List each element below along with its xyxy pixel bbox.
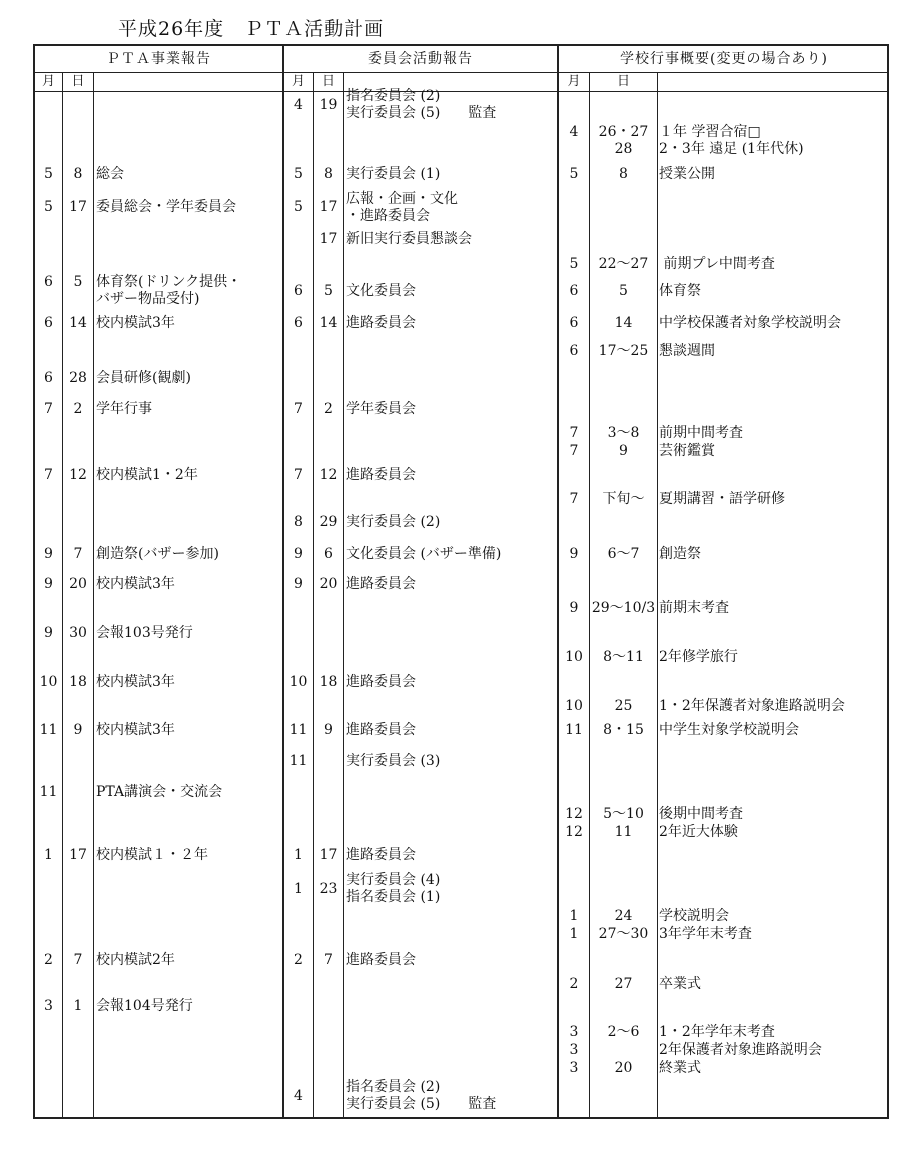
school-event-text: 2年近大体験 (659, 824, 738, 840)
committee-month-cell: 9 (294, 546, 303, 562)
column-divider (93, 72, 94, 1119)
school-day-cell: 9 (619, 443, 628, 459)
committee-day-cell: 6 (324, 546, 333, 562)
committee-event-text: 文化委員会 (346, 283, 416, 299)
committee-event-text: 実行委員会 (3) (346, 753, 441, 769)
pta-month-cell: 9 (44, 625, 53, 641)
school-month-cell: 11 (565, 722, 583, 738)
committee-day-cell: 23 (319, 881, 338, 897)
committee-day-cell: 29 (319, 514, 338, 530)
subheader-month: 月 (41, 74, 55, 89)
pta-day-cell: 20 (69, 576, 87, 592)
subheader-day: 日 (616, 74, 630, 89)
header-committee: 委員会活動報告 (368, 51, 473, 67)
header-pta: ＰＴＡ事業報告 (106, 51, 211, 67)
school-event-text: 夏期講習・語学研修 (659, 491, 785, 507)
committee-event-text: 文化委員会 (バザー準備) (346, 546, 502, 562)
pta-event-text: 会報104号発行 (96, 998, 193, 1014)
committee-event-text: 進路委員会 (346, 576, 416, 592)
pta-month-cell: 7 (44, 401, 53, 417)
school-day-cell: 27 (614, 976, 633, 992)
school-event-text: 3年学年末考査 (659, 926, 752, 942)
committee-day-cell: 17 (319, 231, 338, 247)
committee-event-text: 進路委員会 (346, 315, 416, 331)
school-day-cell: 26・27 (598, 124, 649, 140)
committee-event-text: ・進路委員会 (346, 208, 430, 224)
school-month-cell: 6 (569, 315, 579, 331)
school-day-cell: 28 (614, 141, 633, 157)
subheader-day: 日 (71, 74, 85, 89)
committee-month-cell: 1 (294, 881, 303, 897)
pta-day-cell: 14 (69, 315, 87, 331)
pta-month-cell: 3 (44, 998, 53, 1014)
committee-day-cell: 20 (319, 576, 338, 592)
committee-month-cell: 4 (294, 97, 303, 113)
pta-event-text: 委員総会・学年委員会 (96, 199, 236, 215)
pta-event-text: 総会 (96, 166, 124, 182)
school-month-cell: 5 (569, 256, 579, 272)
pta-day-cell: 5 (73, 274, 83, 290)
committee-day-cell: 8 (324, 166, 333, 182)
school-month-cell: 6 (569, 343, 579, 359)
school-day-cell: 25 (614, 698, 633, 714)
school-month-cell: 9 (569, 546, 579, 562)
school-day-cell: 22～27 (598, 256, 649, 272)
school-month-cell: 7 (569, 491, 579, 507)
pta-event-text: 会員研修(観劇) (96, 370, 191, 386)
school-month-cell: 1 (569, 926, 579, 942)
committee-event-text: 広報・企画・文化 (346, 191, 458, 207)
pta-month-cell: 6 (44, 274, 53, 290)
committee-event-text: 進路委員会 (346, 674, 416, 690)
pta-event-text: 校内模試3年 (96, 576, 175, 592)
page-title: 平成26年度 ＰＴＡ活動計画 (118, 18, 385, 40)
committee-event-text: 実行委員会 (2) (346, 514, 441, 530)
committee-event-text: 実行委員会 (4) (346, 872, 441, 888)
committee-month-cell: 11 (289, 753, 308, 769)
committee-month-cell: 7 (294, 467, 303, 483)
subheader-month: 月 (291, 74, 305, 89)
school-event-text: 前期末考査 (659, 600, 729, 616)
school-month-cell: 10 (565, 649, 583, 665)
pta-event-text: PTA講演会・交流会 (96, 784, 223, 800)
school-month-cell: 12 (565, 824, 583, 840)
pta-month-cell: 1 (44, 847, 53, 863)
pta-event-text: 校内模試2年 (96, 952, 175, 968)
pta-event-text: 校内模試3年 (96, 722, 175, 738)
committee-event-text: 進路委員会 (346, 847, 416, 863)
subheader-day: 日 (321, 74, 335, 89)
column-divider (343, 72, 344, 1119)
school-day-cell: 20 (614, 1060, 633, 1076)
pta-event-text: 校内模試1・2年 (96, 467, 198, 483)
school-day-cell: 8～11 (603, 649, 644, 665)
school-day-cell: 11 (614, 824, 633, 840)
committee-event-text: 実行委員会 (5) 監査 (346, 105, 497, 121)
school-day-cell: 8・15 (603, 722, 644, 738)
pta-month-cell: 9 (44, 576, 53, 592)
school-event-text: 体育祭 (659, 283, 701, 299)
committee-month-cell: 10 (289, 674, 308, 690)
school-event-text: 中学校保護者対象学校説明会 (659, 315, 841, 331)
school-month-cell: 10 (565, 698, 583, 714)
school-day-cell: 8 (619, 166, 628, 182)
school-month-cell: 2 (569, 976, 579, 992)
school-event-text: 芸術鑑賞 (659, 443, 715, 459)
column-divider (657, 72, 658, 1119)
pta-event-text: 学年行事 (96, 401, 152, 417)
pta-month-cell: 11 (39, 722, 58, 738)
school-month-cell: 3 (569, 1024, 579, 1040)
school-event-text: 前期中間考査 (659, 425, 743, 441)
committee-month-cell: 8 (294, 514, 303, 530)
pta-day-cell: 7 (73, 952, 83, 968)
committee-month-cell: 1 (294, 847, 303, 863)
committee-event-text: 新旧実行委員懇談会 (346, 231, 472, 247)
committee-month-cell: 5 (294, 166, 303, 182)
committee-month-cell: 6 (294, 283, 303, 299)
school-month-cell: 1 (569, 908, 579, 924)
committee-month-cell: 11 (289, 722, 308, 738)
pta-event-text: 校内模試3年 (96, 674, 175, 690)
pta-day-cell: 17 (69, 199, 87, 215)
pta-day-cell: 18 (69, 674, 87, 690)
committee-month-cell: 9 (294, 576, 303, 592)
pta-day-cell: 1 (73, 998, 83, 1014)
committee-day-cell: 17 (319, 199, 338, 215)
pta-month-cell: 5 (44, 166, 53, 182)
pta-event-text: バザー物品受付) (96, 291, 200, 307)
pta-event-text: 体育祭(ドリンク提供・ (96, 274, 242, 290)
school-event-text: 後期中間考査 (659, 806, 743, 822)
committee-event-text: 指名委員会 (2) (346, 1079, 441, 1095)
subheader-month: 月 (567, 74, 581, 89)
pta-day-cell: 2 (73, 401, 83, 417)
committee-day-cell: 18 (319, 674, 338, 690)
header-divider (33, 72, 889, 73)
pta-event-text: 会報103号発行 (96, 625, 193, 641)
school-day-cell: 5 (619, 283, 628, 299)
school-day-cell: 24 (614, 908, 633, 924)
pta-month-cell: 9 (44, 546, 53, 562)
pta-event-text: 校内模試１・２年 (96, 847, 208, 863)
committee-month-cell: 7 (294, 401, 303, 417)
pta-month-cell: 2 (44, 952, 53, 968)
committee-day-cell: 19 (319, 97, 338, 113)
pta-month-cell: 6 (44, 315, 53, 331)
pta-month-cell: 10 (39, 674, 58, 690)
committee-event-text: 指名委員会 (1) (346, 889, 441, 905)
school-event-text: 授業公開 (659, 166, 715, 182)
column-divider (589, 72, 590, 1119)
committee-event-text: 進路委員会 (346, 722, 416, 738)
committee-event-text: 実行委員会 (5) 監査 (346, 1096, 497, 1112)
committee-event-text: 学年委員会 (346, 401, 416, 417)
school-month-cell: 7 (569, 443, 579, 459)
school-event-text: 前期プレ中間考査 (659, 256, 775, 272)
school-month-cell: 12 (565, 806, 583, 822)
pta-day-cell: 30 (69, 625, 87, 641)
pta-day-cell: 12 (69, 467, 87, 483)
section-divider (557, 44, 559, 1119)
committee-event-text: 進路委員会 (346, 467, 416, 483)
pta-day-cell: 9 (73, 722, 83, 738)
committee-day-cell: 14 (319, 315, 338, 331)
school-event-text: 2年保護者対象進路説明会 (659, 1042, 822, 1058)
pta-month-cell: 11 (39, 784, 58, 800)
committee-month-cell: 2 (294, 952, 303, 968)
school-event-text: 2・3年 遠足 (1年代休) (659, 141, 804, 157)
school-month-cell: 4 (569, 124, 579, 140)
school-event-text: 1・2年保護者対象進路説明会 (659, 698, 845, 714)
school-event-text: 創造祭 (659, 546, 701, 562)
school-event-text: 2年修学旅行 (659, 649, 738, 665)
school-day-cell: 5～10 (603, 806, 644, 822)
school-day-cell: 29～10/3 (591, 600, 656, 616)
committee-day-cell: 2 (324, 401, 333, 417)
school-day-cell: 下旬～ (602, 491, 645, 507)
pta-month-cell: 5 (44, 199, 53, 215)
school-day-cell: 6～7 (607, 546, 640, 562)
school-day-cell: 3～8 (607, 425, 640, 441)
pta-day-cell: 28 (69, 370, 87, 386)
pta-event-text: 創造祭(バザー参加) (96, 546, 219, 562)
committee-day-cell: 7 (324, 952, 333, 968)
school-event-text: 終業式 (659, 1060, 701, 1076)
pta-month-cell: 7 (44, 467, 53, 483)
school-month-cell: 7 (569, 425, 579, 441)
school-day-cell: 2～6 (607, 1024, 640, 1040)
school-month-cell: 9 (569, 600, 579, 616)
pta-day-cell: 17 (69, 847, 87, 863)
school-day-cell: 27～30 (598, 926, 649, 942)
school-event-text: 懇談週間 (659, 343, 715, 359)
pta-day-cell: 7 (73, 546, 83, 562)
committee-month-cell: 5 (294, 199, 303, 215)
header-school: 学校行事概要(変更の場合あり) (620, 51, 828, 67)
school-day-cell: 14 (614, 315, 633, 331)
committee-event-text: 進路委員会 (346, 952, 416, 968)
committee-day-cell: 12 (319, 467, 338, 483)
committee-day-cell: 9 (324, 722, 333, 738)
committee-event-text: 実行委員会 (1) (346, 166, 441, 182)
school-event-text: 学校説明会 (659, 908, 729, 924)
pta-day-cell: 8 (73, 166, 83, 182)
school-month-cell: 3 (569, 1042, 579, 1058)
school-day-cell: 17～25 (598, 343, 649, 359)
committee-month-cell: 6 (294, 315, 303, 331)
school-event-text: 1・2年学年末考査 (659, 1024, 775, 1040)
pta-event-text: 校内模試3年 (96, 315, 175, 331)
committee-month-cell: 4 (294, 1088, 303, 1104)
school-month-cell: 6 (569, 283, 579, 299)
school-event-text: １年 学習合宿□ (659, 124, 761, 140)
pta-month-cell: 6 (44, 370, 53, 386)
committee-event-text: 指名委員会 (2) (346, 88, 441, 104)
school-month-cell: 3 (569, 1060, 579, 1076)
school-event-text: 卒業式 (659, 976, 701, 992)
school-month-cell: 5 (569, 166, 579, 182)
committee-day-cell: 17 (319, 847, 338, 863)
committee-day-cell: 5 (324, 283, 333, 299)
school-event-text: 中学生対象学校説明会 (659, 722, 799, 738)
